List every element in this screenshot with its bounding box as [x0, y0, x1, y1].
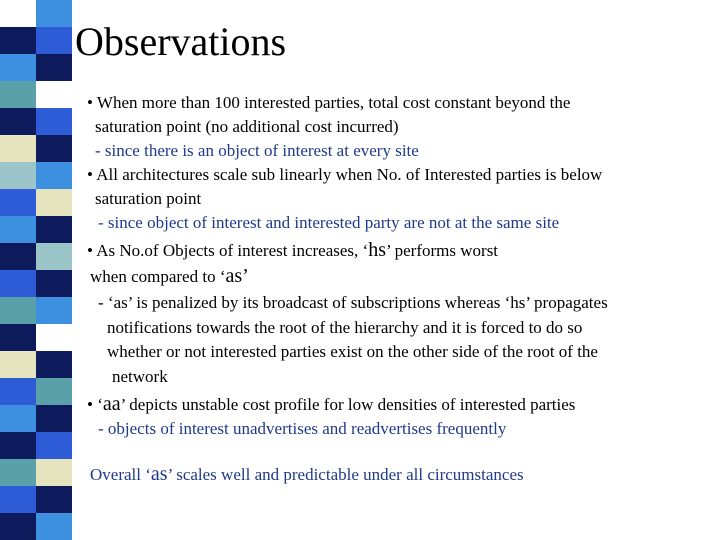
strip-block [0, 27, 36, 54]
bullet-3 [87, 240, 498, 260]
strip-block [36, 351, 72, 378]
strip-block [36, 189, 72, 216]
bullet-3-part: • As No.of Objects of interest increases, ‘ [87, 241, 369, 260]
strip-block [36, 324, 72, 351]
strip-block [36, 378, 72, 405]
bullet-3-hs: hs [368, 239, 386, 261]
bullet-3-cont [90, 266, 249, 286]
bullet-4-sub: - objects of interest unadvertises and readvertises frequently [98, 419, 507, 438]
bullet-3-cont-part: when compared to ‘ [90, 267, 226, 286]
summary-part: ’ scales well and predictable under all circumstances [167, 465, 524, 484]
strip-block [0, 81, 36, 108]
bullet-1-sub: - since there is an object of interest at every site [95, 141, 419, 160]
bullet-4-part: • ‘ [87, 395, 103, 414]
bullet-3-sub-2: notifications towards the root of the hierarchy and it is forced to do so [107, 318, 583, 337]
strip-block [0, 378, 36, 405]
strip-block [0, 270, 36, 297]
strip-block [0, 486, 36, 513]
summary-line [90, 464, 524, 484]
strip-block [0, 297, 36, 324]
strip-block [0, 216, 36, 243]
slide-title: Observations [75, 19, 287, 64]
bullet-2-cont: saturation point [95, 189, 202, 208]
strip-block [36, 108, 72, 135]
strip-block [0, 432, 36, 459]
strip-block [36, 513, 72, 540]
strip-block [0, 405, 36, 432]
strip-block [0, 189, 36, 216]
bullet-3-cont-part: ’ [242, 265, 249, 287]
decorative-strip [0, 0, 72, 540]
strip-block [0, 0, 36, 27]
bullet-4-aa: aa [102, 393, 121, 415]
strip-block [0, 54, 36, 81]
strip-block [0, 351, 36, 378]
bullet-2: • All architectures scale sub linearly when No. of Interested parties is below [87, 165, 603, 184]
strip-block [36, 216, 72, 243]
strip-block [0, 513, 36, 540]
strip-block [36, 54, 72, 81]
strip-block [0, 459, 36, 486]
summary-as: as [150, 463, 168, 485]
strip-block [0, 243, 36, 270]
bullet-4-part: ’ depicts unstable cost profile for low densities of interested parties [120, 395, 576, 414]
strip-block [36, 486, 72, 513]
strip-block [36, 81, 72, 108]
strip-block [36, 162, 72, 189]
summary-part: Overall ‘ [90, 465, 151, 484]
bullet-4 [87, 394, 575, 414]
strip-block [36, 0, 72, 27]
bullet-2-sub: - since object of interest and interested party are not at the same site [98, 213, 560, 232]
bullet-3-part: ’ performs worst [385, 241, 499, 260]
strip-block [36, 297, 72, 324]
strip-block [36, 270, 72, 297]
strip-block [36, 459, 72, 486]
bullet-1-cont: saturation point (no additional cost incurred) [95, 117, 399, 136]
strip-block [0, 324, 36, 351]
strip-block [36, 243, 72, 270]
bullet-1: • When more than 100 interested parties, total cost constant beyond the [87, 93, 571, 112]
strip-block [36, 405, 72, 432]
strip-block [36, 27, 72, 54]
strip-block [0, 135, 36, 162]
bullet-3-sub-3: whether or not interested parties exist on the other side of the root of the [107, 342, 598, 361]
bullet-3-as: as [225, 265, 243, 287]
strip-block [36, 432, 72, 459]
bullet-3-sub-4: network [112, 367, 168, 386]
strip-block [0, 108, 36, 135]
strip-block [0, 162, 36, 189]
bullet-3-sub-1: - ‘as’ is penalized by its broadcast of subscriptions whereas ‘hs’ propagates [98, 293, 608, 312]
strip-block [36, 135, 72, 162]
